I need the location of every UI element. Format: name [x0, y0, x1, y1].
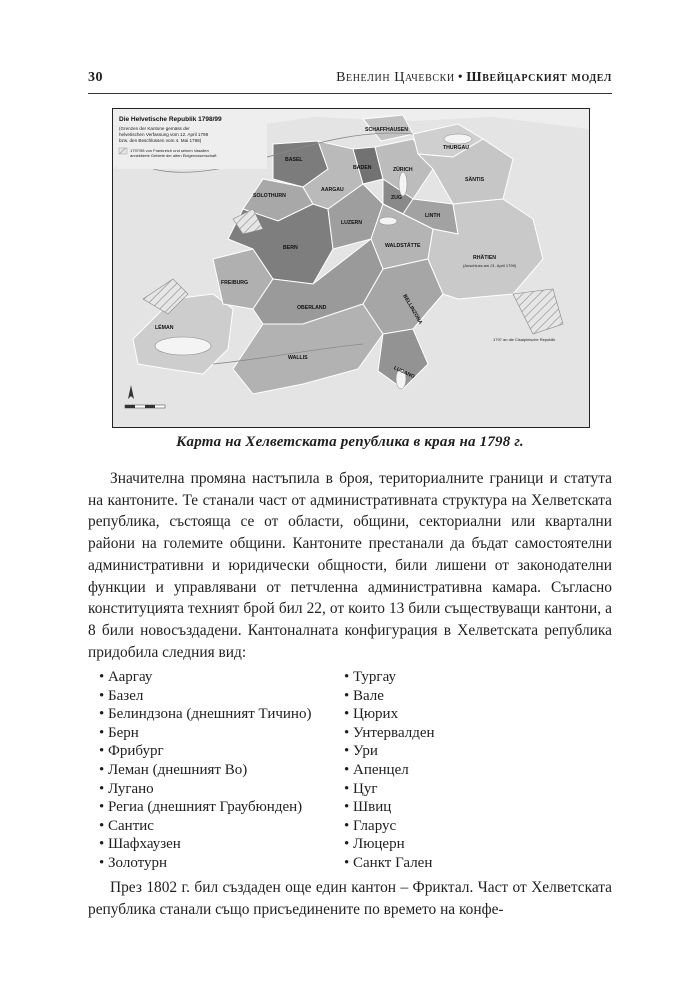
map-legend-hatch-line-2: annektierte Gebiete der alten Eidgenossenschaft: [130, 153, 217, 158]
map-scale-bar: [125, 405, 165, 408]
map-rhatien-note: (Anschluss am 21. April 1799): [463, 263, 517, 268]
list-item: • Цюрих: [344, 705, 435, 724]
map-lake-zurich: [399, 172, 407, 196]
list-item: • Апенцел: [344, 761, 435, 780]
map-label-luzern: LUZERN: [341, 220, 363, 226]
list-item: • Золотурн: [99, 854, 311, 873]
map-cisalpine-note: 1797 an die Cisalpinische Republik: [493, 337, 556, 342]
paragraph-1: Значителна промяна настъпила в броя, териториалните граници и статута на кантоните. Те станали част от административната структура на Хелветската република, състояща се от области, общини, секториални или квартални райони на големите общини. Кантоните престанали да бъдат самостоятелни административни и юридически общности, били лишени от законодателни функции и управлявани от петчленна административна камара. Съгласно конституцията техният брой бил 22, от които 13 били съществуващи кантони, а 8 били новосъздадени. Кантоналната конфигурация в Хелветската република придобила следния вид:: [88, 470, 612, 661]
map-label-lugano: LUGANO: [392, 365, 416, 381]
list-item: • Швиц: [344, 798, 435, 817]
map-label-bern: BERN: [283, 245, 298, 251]
list-item: • Гларус: [344, 817, 435, 836]
map-label-linth: LINTH: [425, 213, 441, 219]
header-rule: [88, 93, 612, 94]
map-lake-lucerne: [379, 217, 397, 225]
map-label-waldstatte: WALDSTÄTTE: [385, 243, 421, 249]
running-head-author: Венелин Цачевски: [336, 70, 455, 85]
list-item: • Сантис: [99, 817, 311, 836]
map-label-oberland: OBERLAND: [297, 305, 327, 311]
list-item: • Фрибург: [99, 742, 311, 761]
map-figure: [112, 108, 590, 428]
running-head: [336, 70, 612, 86]
list-item: • Люцерн: [344, 835, 435, 854]
map-label-wallis: WALLIS: [288, 355, 308, 361]
map-label-aargau: AARGAU: [321, 187, 344, 193]
map-legend-note-line-2: helvetischen Verfassung vom 12. April 1798: [119, 132, 209, 137]
map-lake-geneva: [155, 337, 211, 355]
map-label-zurich: ZÜRICH: [393, 167, 413, 173]
map-label-leman: LÉMAN: [155, 325, 174, 331]
canton-list-left: [99, 668, 311, 873]
map-title: Die Helvetische Republik 1798/99: [119, 116, 222, 123]
list-item: • Ааргау: [99, 668, 311, 687]
map-label-basel: BASEL: [285, 157, 303, 163]
helvetic-republic-map: [113, 109, 589, 427]
map-label-bellinzona: BELLINZONA: [401, 293, 424, 326]
map-legend-note-line-3: bzw. den Beschlüssen vom 4. Mai 1798): [119, 138, 202, 143]
list-item: • Тургау: [344, 668, 435, 687]
list-item: • Базел: [99, 687, 311, 706]
running-head-book-title: Швейцарският модел: [466, 70, 612, 85]
map-label-baden: BADEN: [353, 165, 372, 171]
map-legend-note-line-1: (Grenzen der Kantone gemäss der: [119, 126, 190, 131]
map-legend-hatch-line-1: 1797/98 von Frankreich und seinen Vasallen: [130, 148, 209, 153]
list-item: • Белиндзона (днешният Тичино): [99, 705, 311, 724]
list-item: • Шафхаузен: [99, 835, 311, 854]
map-label-rhatien: RHÄTIEN: [473, 255, 497, 261]
running-head-separator: •: [457, 70, 464, 85]
list-item: • Вале: [344, 687, 435, 706]
map-legend-hatch-swatch: [119, 148, 127, 154]
paragraph-2: През 1802 г. бил създаден още един кантон – Фриктал. Част от Хелветската република станали също присъединените по времето на конфе-: [88, 879, 612, 918]
canton-list-right: [344, 668, 435, 873]
list-item: • Санкт Гален: [344, 854, 435, 873]
page-number: 30: [88, 70, 103, 85]
map-label-schaffhausen: SCHAFFHAUSEN: [365, 127, 408, 133]
list-item: • Леман (днешният Во): [99, 761, 311, 780]
list-item: • Лугано: [99, 780, 311, 799]
list-item: • Цуг: [344, 780, 435, 799]
list-item: • Берн: [99, 724, 311, 743]
map-label-santis: SÄNTIS: [465, 177, 485, 183]
map-label-solothurn: SOLOTHURN: [253, 193, 286, 199]
map-label-fribourg: FREIBURG: [221, 280, 249, 286]
map-lake-constance: [444, 134, 472, 144]
list-item: • Унтервалден: [344, 724, 435, 743]
figure-caption: Карта на Хелветската република в края на 1798 г.: [176, 434, 524, 450]
list-item: • Региа (днешният Граубюнден): [99, 798, 311, 817]
list-item: • Ури: [344, 742, 435, 761]
map-label-zug: ZUG: [391, 195, 402, 201]
map-label-thurgau: THURGAU: [443, 145, 469, 151]
